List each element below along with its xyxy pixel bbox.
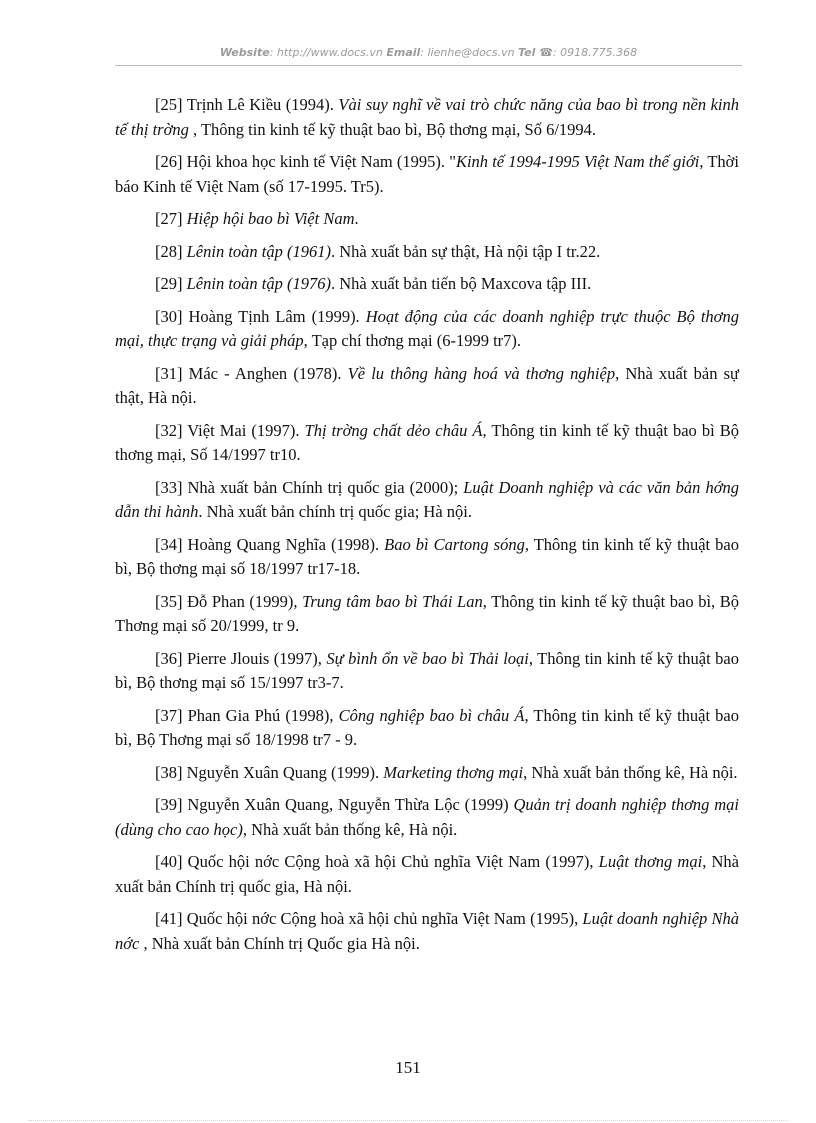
reference-number: [33]	[155, 477, 183, 497]
reference-source: , Nhà xuất bản Chính trị Quốc gia Hà nội.	[139, 933, 420, 953]
reference-author: Trịnh Lê Kiều (1994).	[182, 95, 339, 114]
reference-item	[115, 907, 739, 956]
reference-number: [31]	[155, 363, 183, 383]
email-label: Email	[386, 46, 421, 59]
reference-title: Hoạt động của các doanh nghiệp trực thuộc Bộ thơng mại, thực trạng và giải pháp	[115, 306, 739, 350]
reference-source: .	[354, 209, 359, 228]
reference-source: . Nhà xuất bản chính trị quốc gia; Hà nội.	[198, 502, 472, 521]
email-value: : lienhe@docs.vn	[420, 46, 515, 59]
reference-source: , Thông tin kinh tế kỹ thuật bao bì, Bộ thơng mại số 15/1997 tr3-7.	[115, 648, 739, 692]
reference-item	[115, 533, 739, 582]
reference-source: , Tạp chí thơng mại (6-1999 tr7).	[303, 331, 522, 350]
reference-source: , Thời báo Kinh tế Việt Nam (số 17-1995. Tr5).	[115, 152, 739, 196]
page-number: 151	[395, 1058, 421, 1077]
reference-title: Trung tâm bao bì Thái Lan	[302, 591, 483, 611]
reference-author: Hoàng Tịnh Lâm (1999).	[182, 306, 366, 326]
reference-author: Nguyễn Xuân Quang, Nguyễn Thừa Lộc (1999)	[182, 795, 514, 814]
reference-title: Lênin toàn tập (1976)	[186, 274, 331, 293]
reference-title: Hiệp hội bao bì Việt Nam	[186, 209, 355, 228]
reference-title: Quản trị doanh nghiệp thơng mại (dùng cho cao học)	[115, 795, 739, 839]
reference-item	[115, 850, 739, 899]
reference-list	[115, 93, 739, 964]
reference-author: Pierre Jlouis (1997),	[182, 648, 327, 668]
reference-title: Luật Doanh nghiệp và các văn bản hớng dẫn thi hành	[115, 477, 739, 521]
reference-number: [25]	[155, 95, 183, 114]
header-divider	[115, 65, 742, 66]
reference-item	[115, 793, 739, 842]
reference-number: [28]	[155, 241, 183, 261]
reference-item	[115, 150, 739, 199]
reference-title: Thị trờng chất dẻo châu Á	[304, 420, 483, 440]
reference-title: Luật thơng mại	[598, 852, 703, 871]
reference-author: Phan Gia Phú (1998),	[182, 705, 339, 725]
reference-title: Công nghiệp bao bì châu Á	[338, 705, 525, 725]
reference-source: , Thông tin kinh tế kỹ thuật bao bì Bộ thơng mại, Số 14/1997 tr10.	[115, 420, 739, 464]
reference-source: . Nhà xuất bản sự thật, Hà nội tập I tr.22.	[331, 241, 601, 261]
reference-item	[115, 362, 739, 411]
reference-item	[115, 272, 739, 297]
reference-item	[115, 419, 739, 468]
reference-author: Hội khoa học kinh tế Việt Nam (1995). "	[182, 152, 456, 171]
reference-number: [30]	[155, 306, 183, 326]
tel-value: : 0918.775.368	[552, 46, 638, 59]
tel-label: Tel ☎	[518, 46, 553, 59]
reference-author: Nguyễn Xuân Quang (1999).	[182, 762, 384, 782]
reference-title: Luật doanh nghiệp Nhà nớc	[115, 909, 739, 953]
footer-divider	[28, 1120, 788, 1121]
reference-source: , Nhà xuất bản thống kê, Hà nội.	[242, 819, 458, 839]
reference-author: Quốc hội nớc Cộng hoà xã hội Chủ nghĩa Việt Nam (1997),	[182, 852, 599, 871]
reference-number: [37]	[155, 705, 183, 725]
reference-number: [38]	[155, 762, 183, 782]
reference-number: [29]	[155, 274, 183, 293]
reference-item	[115, 647, 739, 696]
reference-item	[115, 305, 739, 354]
reference-source: , Thông tin kinh tế kỹ thuật bao bì, Bộ Thơng mại số 20/1999, tr 9.	[115, 591, 739, 635]
website-value: : http://www.docs.vn	[269, 46, 383, 59]
reference-number: [35]	[155, 591, 183, 611]
reference-author: Hoàng Quang Nghĩa (1998).	[182, 534, 385, 554]
reference-source: , Nhà xuất bản Chính trị quốc gia, Hà nội.	[115, 852, 739, 896]
reference-title: Về lu thông hàng hoá và thơng nghiệp	[347, 363, 616, 383]
reference-number: [39]	[155, 795, 183, 814]
reference-number: [26]	[155, 152, 183, 171]
reference-title: Bao bì Cartong sóng	[384, 534, 525, 554]
reference-number: [27]	[155, 209, 183, 228]
reference-number: [34]	[155, 534, 183, 554]
reference-source: , Nhà xuất bản sự thật, Hà nội.	[115, 363, 739, 407]
reference-item	[115, 590, 739, 639]
reference-author: Nhà xuất bản Chính trị quốc gia (2000);	[182, 477, 464, 497]
reference-item	[115, 240, 739, 265]
reference-item	[115, 93, 739, 142]
reference-number: [36]	[155, 648, 183, 668]
reference-title: Kinh tế 1994-1995 Việt Nam thế giới	[455, 152, 700, 171]
reference-number: [32]	[155, 420, 183, 440]
reference-number: [41]	[155, 909, 183, 928]
reference-title: Lênin toàn tập (1961)	[186, 241, 331, 261]
reference-item	[115, 476, 739, 525]
reference-number: [40]	[155, 852, 183, 871]
reference-source: , Thông tin kinh tế kỹ thuật bao bì, Bộ thơng mại, Số 6/1994.	[188, 119, 597, 139]
reference-source: , Thông tin kinh tế kỹ thuật bao bì, Bộ Thơng mại số 18/1998 tr7 - 9.	[115, 705, 740, 749]
reference-author: Đỗ Phan (1999),	[182, 591, 303, 611]
reference-source: , Nhà xuất bản thống kê, Hà nội.	[523, 762, 738, 782]
reference-title: Marketing thơng mại	[383, 762, 524, 782]
reference-title: Vài suy nghĩ về vai trò chức năng của bao bì trong nền kinh tế thị trờng	[115, 95, 740, 139]
page-header	[115, 46, 742, 59]
reference-item	[115, 761, 739, 786]
reference-source: . Nhà xuất bản tiến bộ Maxcova tập III.	[331, 274, 592, 293]
website-label: Website	[219, 46, 270, 59]
reference-author: Quốc hội nớc Cộng hoà xã hội chủ nghĩa Việt Nam (1995),	[182, 909, 583, 928]
reference-source: , Thông tin kinh tế kỹ thuật bao bì, Bộ thơng mại số 18/1997 tr17-18.	[115, 534, 739, 578]
reference-author: Mác - Anghen (1978).	[182, 363, 348, 383]
reference-title: Sự bình ổn về bao bì Thải loại	[326, 648, 529, 668]
reference-author: Việt Mai (1997).	[182, 420, 305, 440]
reference-item	[115, 704, 739, 753]
reference-item	[115, 207, 739, 232]
